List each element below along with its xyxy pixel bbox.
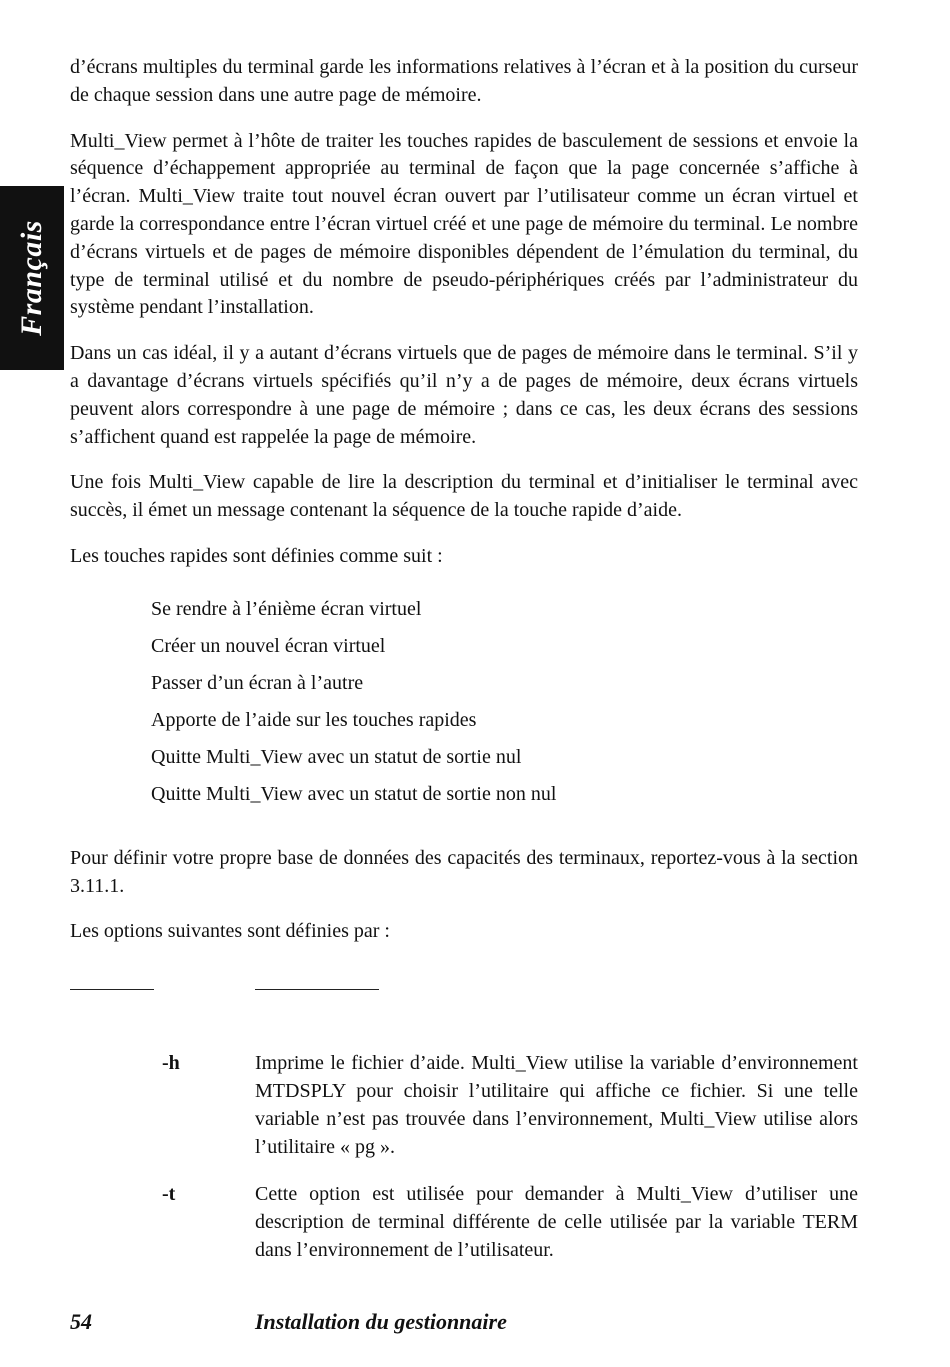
paragraph: Multi_View permet à l’hôte de traiter les touches rapides de basculement de sessions et envoie la séquence d’échappement appropriée au terminal de façon que la page concernée s’affiche à l’écran. Multi_View traite tout nouvel écran ouvert par l’utilisateur comme un écran virtuel et garde la correspondance entre l’écran virtuel créé et une page de mémoire du terminal. Le nombre d’écrans virtuels et de pages de mémoire disponibles dépendent de l’émulation du terminal, du type de terminal utilisé et du nombre de pseudo-périphériques créés par l’administrateur du système pendant l’installation. [70, 129, 858, 319]
paragraph: Dans un cas idéal, il y a autant d’écrans virtuels que de pages de mémoire dans le terminal. S’il y a davantage d’écrans virtuels spécifiés qu’il n’y a de pages de mémoire, deux écrans virtuels peuvent alors correspondre à une page de mémoire ; dans ce cas, les deux écrans des sessions s’affichent quand est rappelée la page de mémoire. [70, 342, 858, 448]
option-row [70, 1181, 858, 1264]
hotkey-item: Créer un nouvel écran virtuel [151, 634, 386, 657]
table-header-rules [70, 964, 858, 998]
hotkey-item: Quitte Multi_View avec un statut de sortie nul [151, 745, 522, 768]
paragraph: Une fois Multi_View capable de lire la description du terminal et d’initialiser le terminal avec succès, il émet un message contenant la séquence de la touche rapide d’aide. [70, 471, 858, 522]
paragraph: Les options suivantes sont définies par : [70, 920, 390, 943]
column-rule-option [70, 989, 154, 990]
paragraph: Les touches rapides sont définies comme suit : [70, 544, 443, 567]
option-description: Cette option est utilisée pour demander à Multi_View d’utiliser une description de terminal différente de celle utilisée par la variable TERM dans l’environnement de l’utilisateur. [255, 1183, 858, 1261]
options-table [70, 1050, 858, 1265]
paragraph: d’écrans multiples du terminal garde les informations relatives à l’écran et à la position du curseur de chaque session dans une autre page de mémoire. [70, 56, 858, 106]
hotkey-item: Se rendre à l’énième écran virtuel [151, 597, 422, 620]
paragraph: Pour définir votre propre base de données des capacités des terminaux, reportez-vous à la section 3.11.1. [70, 846, 858, 897]
option-flag: -h [162, 1052, 180, 1075]
language-side-tab [0, 186, 64, 370]
hotkey-list [151, 591, 858, 813]
footer-title: Installation du gestionnaire [255, 1309, 507, 1334]
page-body [70, 54, 858, 1285]
hotkey-item: Apporte de l’aide sur les touches rapides [151, 708, 477, 731]
page-number: 54 [70, 1309, 92, 1334]
hotkey-item: Quitte Multi_View avec un statut de sortie non nul [151, 782, 557, 805]
hotkey-item: Passer d’un écran à l’autre [151, 671, 364, 694]
option-row [70, 1050, 858, 1161]
option-description: Imprime le fichier d’aide. Multi_View utilise la variable d’environnement MTDSPLY pour choisir l’utilitaire qui affiche ce fichier. Si une telle variable n’est pas trouvée dans l’environnement, Multi_View utilise alors l’utilitaire « pg ». [255, 1052, 858, 1158]
option-flag: -t [162, 1183, 176, 1206]
column-rule-description [255, 989, 379, 990]
language-label: Français [15, 220, 49, 336]
